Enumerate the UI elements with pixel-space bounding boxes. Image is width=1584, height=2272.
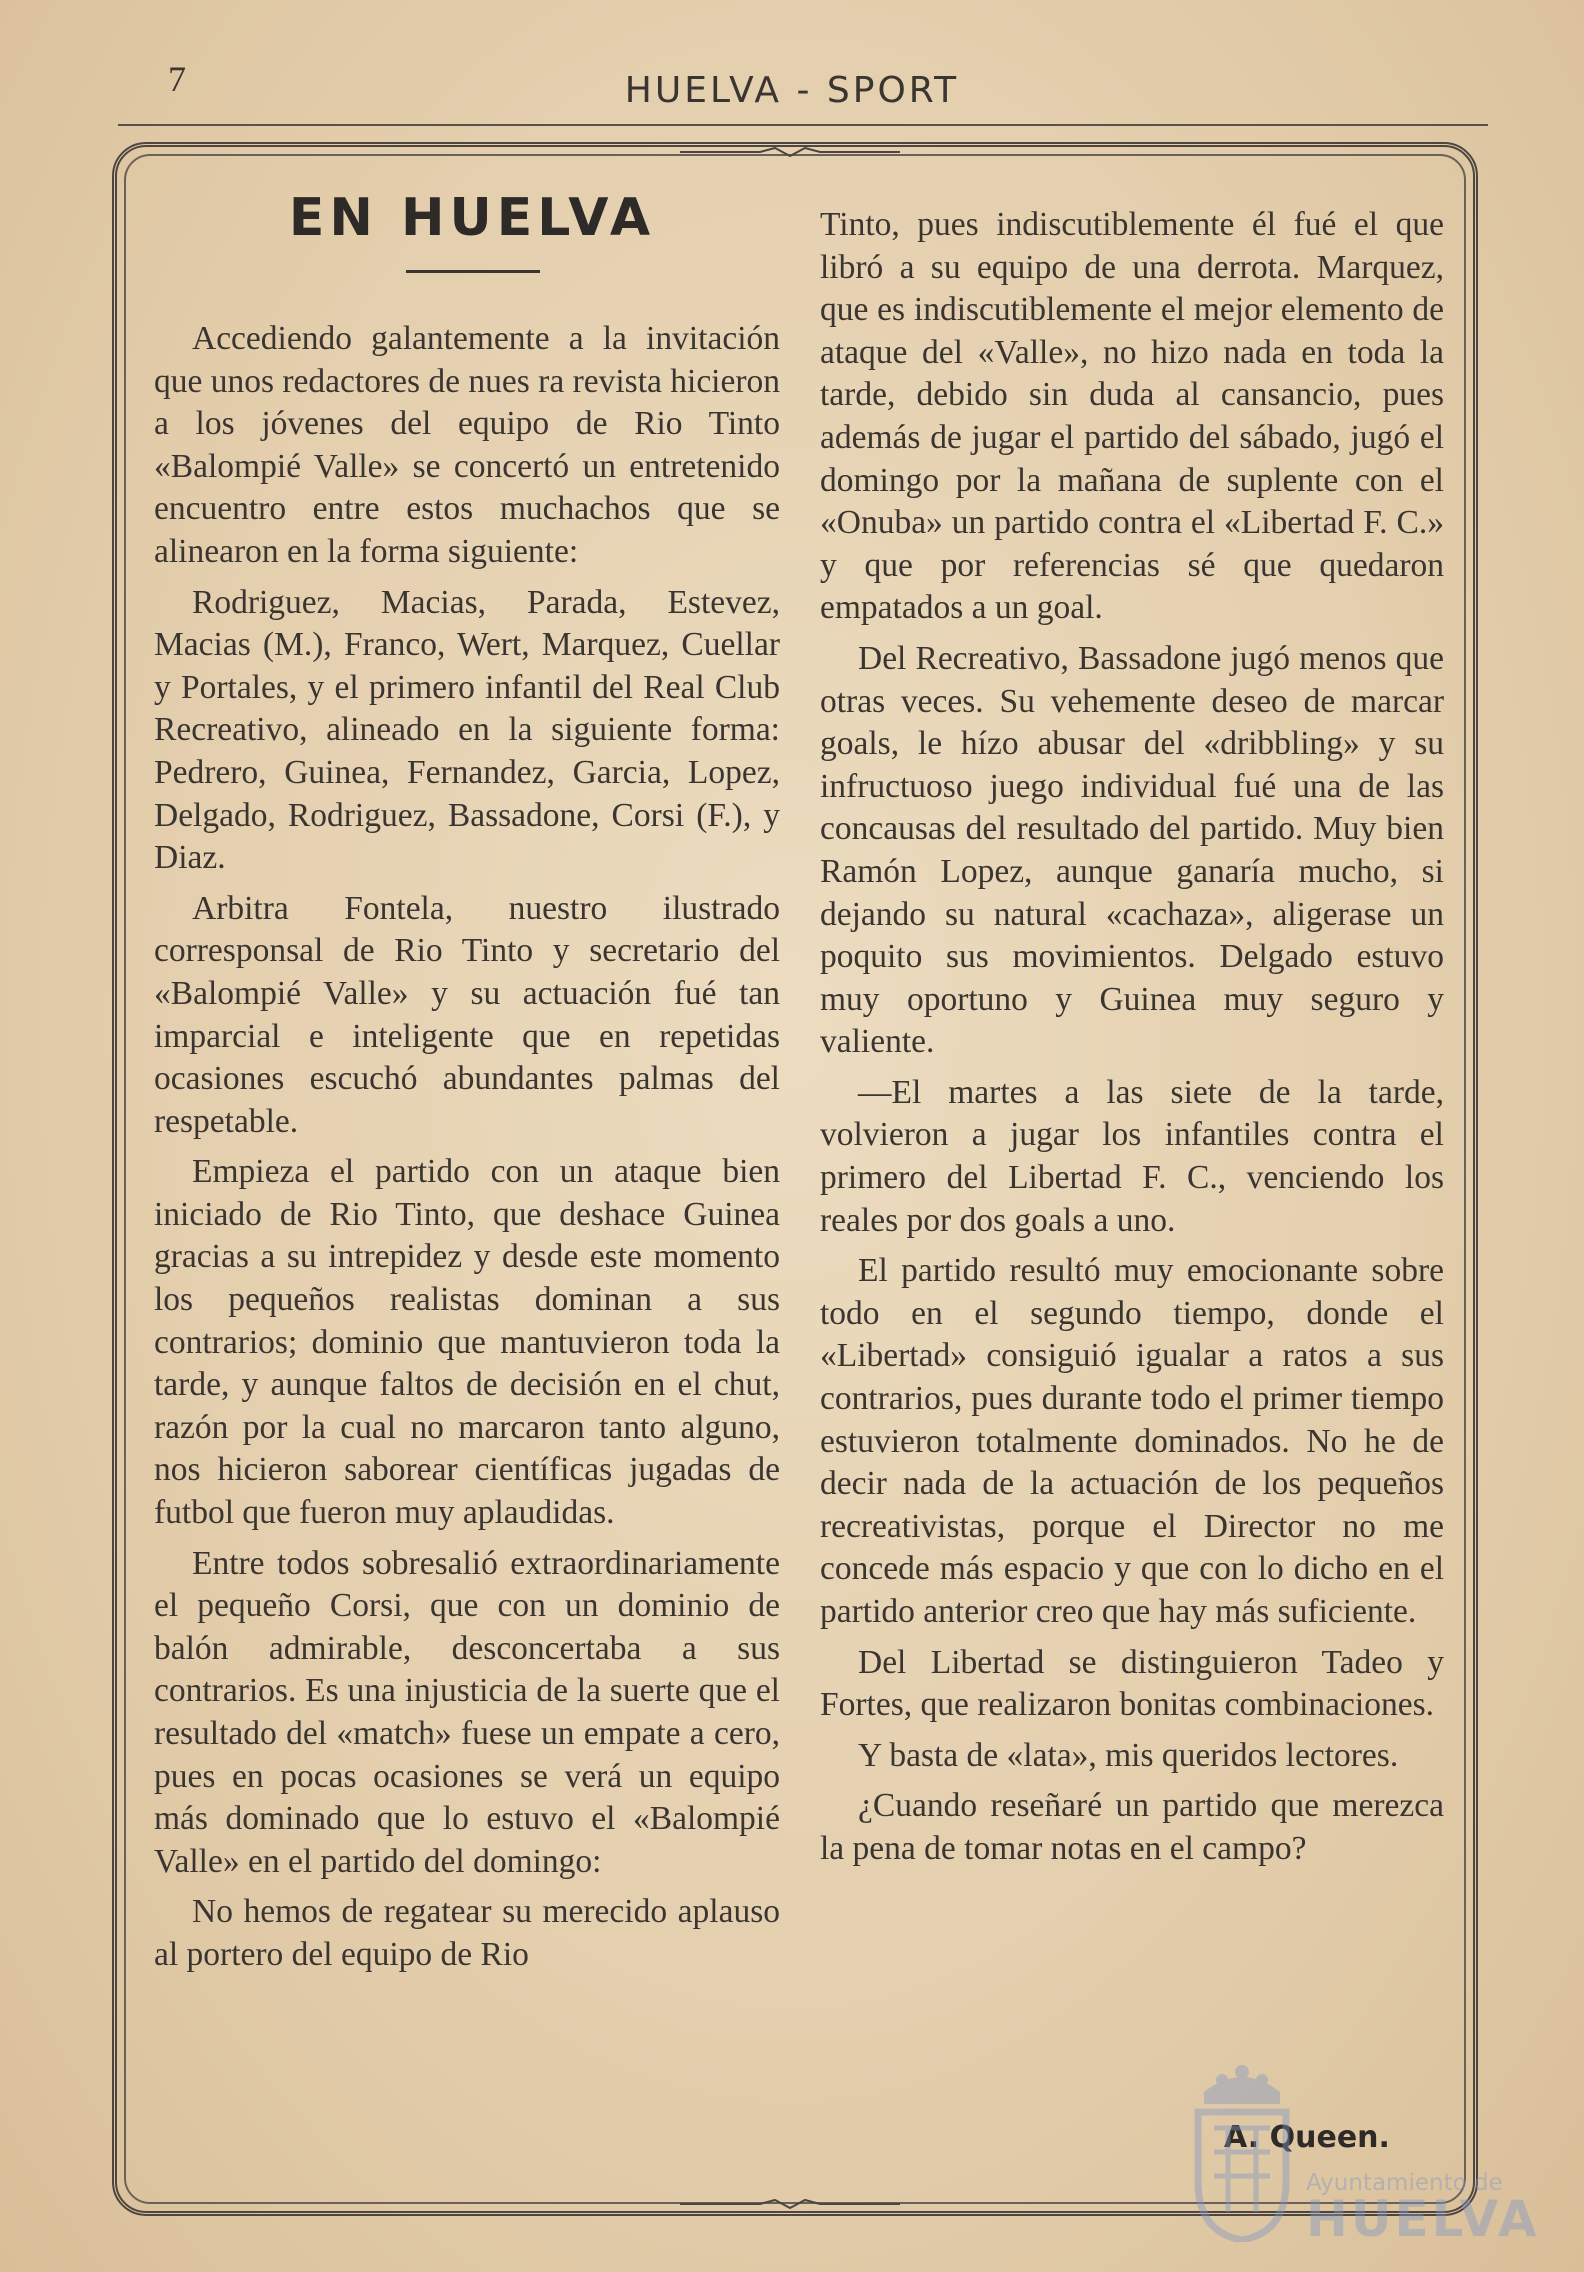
right-paragraph: ¿Cuando reseñaré un partido que merezca la pena de tomar notas en el campo? <box>820 1787 1444 1867</box>
left-paragraph: No hemos de regatear su merecido aplauso al portero del equipo de Rio <box>154 1893 780 1973</box>
left-paragraph: Accediendo galantemente a la invitación que unos redactores de nues ra revista hicieron a los jóvenes del equipo de Rio Tinto «Balompié Valle» se concertó un entretenido encuentro entre estos muchachos que se alinearon en la forma siguiente: <box>154 320 781 570</box>
right-paragraph: Tinto, pues indiscutiblemente él fué el que libró a su equipo de una derrota. Marquez, que es indiscutiblemente el mejor elemento de ataque del «Valle», no hizo nada en toda la tarde, debido sin duda al cansancio, pues además de jugar el partido del sábado, jugó el domingo por la mañana de suplente con el «Onuba» un partido contra el «Libertad F. C.» y que por referencias sé que quedaron empatados a un goal. <box>820 206 1444 627</box>
page-number: 7 <box>168 59 186 99</box>
right-column <box>820 204 1444 1879</box>
left-paragraph: Arbitra Fontela, nuestro ilustrado corresponsal de Rio Tinto y secretario del «Balompié Valle» y su actuación fué tan imparcial e inteligente que en repetidas ocasiones escuchó abundantes palmas del respetable. <box>154 889 780 1140</box>
frame-ornament-bottom <box>680 2198 900 2210</box>
watermark <box>1174 2062 1540 2248</box>
right-paragraph: Y basta de «lata», mis queridos lectores. <box>858 1736 1399 1774</box>
header-rule <box>118 124 1488 126</box>
left-paragraph: Empieza el partido con un ataque bien iniciado de Rio Tinto, que deshace Guinea gracias a su intrepidez y desde este momento los pequeños realistas dominan a sus contrarios; dominio que mantuvieron toda la tarde, y aunque faltos de decisión en el chut, razón por la cual no marcaron tanto alguno, nos hicieron saborear científicas jugadas de futbol que fueron muy aplaudidas. <box>154 1153 780 1532</box>
left-column <box>154 318 780 1985</box>
left-paragraph: Entre todos sobresalió extraordinariamente el pequeño Corsi, que con un dominio de balón admirable, desconcertaba a sus contrarios. Es una injusticia de la suerte que el resultado del «match» fuese un empate a cero, pues en pocas ocasiones se verá un equipo más dominado que lo estuvo el «Balompié Valle» en el partido del domingo: <box>154 1544 780 1880</box>
left-paragraph: Rodriguez, Macias, Parada, Estevez, Macias (M.), Franco, Wert, Marquez, Cuellar y Portales, y el primero infantil del Real Club Recreativo, alineado en la siguiente forma: Pedrero, Guinea, Fernandez, Garcia, Lopez, Delgado, Rodriguez, Bassadone, Corsi (F.), y Diaz. <box>154 583 780 877</box>
title-underline <box>406 270 540 273</box>
watermark-line2: HUELVA <box>1306 2190 1540 2248</box>
masthead: HUELVA - SPORT <box>624 70 960 111</box>
right-paragraph: El partido resultó muy emocionante sobre todo en el segundo tiempo, donde el «Libertad» consiguió igualar a ratos a sus contrarios, pues durante todo el primer tiempo estuvieron totalmente dominados. No he de decir nada de la actuación de los pequeños recreativistas, porque el Director no me concede más espacio y que con lo dicho en el partido anterior creo que hay más suficiente. <box>820 1252 1444 1630</box>
right-paragraph: Del Libertad se distinguieron Tadeo y Fortes, que realizaron bonitas combinaciones. <box>820 1643 1444 1724</box>
crest-icon <box>1184 2062 1300 2242</box>
right-paragraph: —El martes a las siete de la tarde, volvieron a jugar los infantiles contra el primero del Libertad F. C., venciendo los reales por dos goals a uno. <box>820 1073 1444 1239</box>
right-paragraph: Del Recreativo, Bassadone jugó menos que otras veces. Su vehemente deseo de marcar goals, le hízo abusar del «dribbling» y su infructuoso juego individual fué una de las concausas del resultado del partido. Muy bien Ramón Lopez, aunque ganaría mucho, si dejando su natural «cachaza», aligerase un poquito sus movimientos. Delgado estuvo muy oportuno y Guinea muy seguro y valiente. <box>820 639 1444 1061</box>
frame-ornament-top <box>680 146 900 158</box>
watermark-line1: Ayuntamiento de <box>1306 2170 1503 2196</box>
article-title: EN HUELVA <box>288 188 656 248</box>
author-signature: A. Queen. <box>1224 2120 1390 2155</box>
